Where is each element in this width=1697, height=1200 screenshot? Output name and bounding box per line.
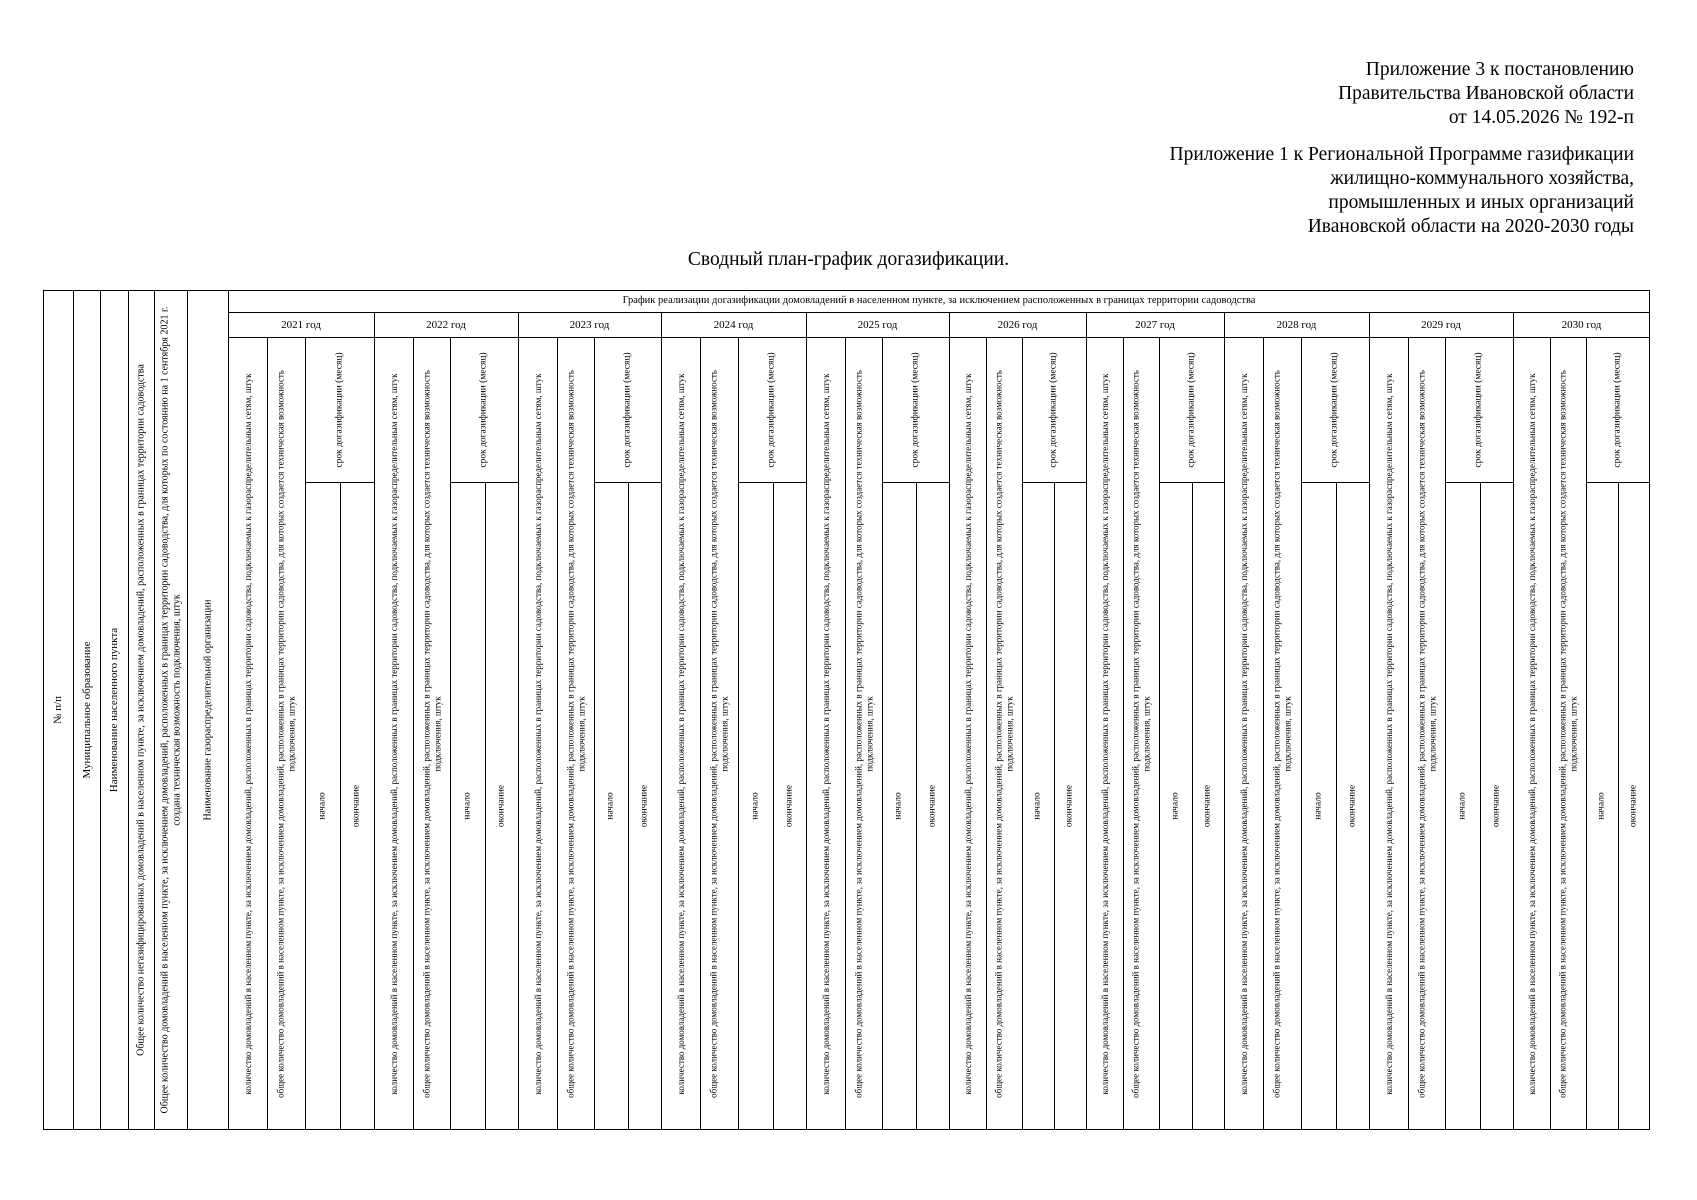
fixed-column-header-label: Муниципальное образование — [80, 641, 93, 779]
year-count-column — [1513, 337, 1550, 1130]
year-end-column — [916, 482, 949, 1130]
year-end-column — [485, 482, 518, 1130]
year-term-column — [1159, 337, 1224, 482]
fixed-column-header-label: Общее количество негазифицированных домовладений в населенном пункте, за исключением домовладений, расположенных в границах территории садоводства — [135, 364, 147, 1056]
year-header — [661, 312, 806, 337]
year-start-column — [594, 482, 628, 1130]
year-total-column — [700, 337, 738, 1130]
year-count-column — [949, 337, 986, 1130]
year-total-column — [1123, 337, 1159, 1130]
year-term-column-label: срок догазификации (месяц) — [1612, 351, 1623, 468]
year-total-column-label: общее количество домовладений в населенном пункте, за исключением домовладений, расположенных в границах территории садоводства, для которых создается техническая возможность подключения, штук — [565, 369, 586, 1098]
year-total-column — [845, 337, 882, 1130]
year-total-column-label: общее количество домовладений в населенном пункте, за исключением домовладений, расположенных в границах территории садоводства, для которых создается техническая возможность подключения, штук — [993, 369, 1014, 1098]
year-start-column-label: начало — [1032, 792, 1043, 820]
year-header — [228, 312, 374, 337]
year-term-column-label: срок догазификации (месяц) — [1473, 351, 1484, 468]
year-end-column — [773, 482, 806, 1130]
year-count-column — [806, 337, 845, 1130]
year-term-column — [882, 337, 949, 482]
year-end-column-label: окончание — [1491, 784, 1501, 828]
year-count-column-label: количество домовладений в населенном пункте, за исключением домовладений, расположенных в границах территории садоводства, подключаемых к газораспределительным сетям, штук — [532, 373, 543, 1095]
year-count-column — [1369, 337, 1408, 1130]
year-count-column-label: количество домовладений в населенном пункте, за исключением домовладений, расположенных в границах территории садоводства, подключаемых к газораспределительным сетям, штук — [242, 373, 253, 1095]
year-total-column — [1408, 337, 1445, 1130]
year-end-column-label: окончание — [351, 784, 362, 828]
year-term-column-label: срок догазификации (месяц) — [1048, 351, 1059, 468]
fixed-column-header — [73, 290, 100, 1130]
year-count-column-label: количество домовладений в населенном пункте, за исключением домовладений, расположенных в границах территории садоводства, подключаемых к газораспределительным сетям, штук — [1383, 373, 1394, 1095]
year-start-column — [1022, 482, 1054, 1130]
year-start-column-label: начало — [462, 792, 472, 820]
fixed-column-header — [154, 290, 187, 1130]
year-term-column — [450, 337, 518, 482]
resolution-line: Приложение 3 к постановлению — [1365, 59, 1634, 80]
fixed-column-header — [187, 290, 228, 1130]
year-total-column-label: общее количество домовладений в населенном пункте, за исключением домовладений, расположенных в границах территории садоводства, для которых создается техническая возможность подключения, штук — [853, 369, 874, 1098]
resolution-line: от 14.05.2026 № 192-п — [1448, 107, 1634, 128]
year-header-label: 2024 год — [713, 318, 754, 331]
year-term-column — [738, 337, 806, 482]
year-start-column — [450, 482, 485, 1130]
year-header — [806, 312, 949, 337]
year-term-column — [1445, 337, 1513, 482]
year-header-label: 2026 год — [997, 318, 1038, 331]
year-term-column — [1586, 337, 1650, 482]
fixed-column-header — [128, 290, 154, 1130]
year-total-column-label: общее количество домовладений в населенном пункте, за исключением домовладений, расположенных в границах территории садоводства, для которых создается техническая возможность подключения, штук — [1130, 369, 1151, 1098]
year-term-column-label: срок догазификации (месяц) — [334, 351, 344, 468]
year-header-label: 2022 год — [426, 318, 466, 331]
year-total-column-label: общее количество домовладений в населенном пункте, за исключением домовладений, расположенных в границах территории садоводства, для которых создается техническая возможность подключения, штук — [1416, 369, 1437, 1098]
year-count-column — [1086, 337, 1123, 1130]
year-header-label: 2027 год — [1135, 318, 1175, 331]
year-end-column-label: окончание — [639, 784, 649, 828]
year-start-column-label: начало — [605, 792, 616, 820]
year-count-column — [1224, 337, 1263, 1130]
appendix-line: жилищно-коммунального хозяйства, — [1330, 168, 1634, 189]
year-start-column — [1159, 482, 1192, 1130]
year-start-column-label: начало — [1596, 792, 1607, 820]
year-total-column-label: общее количество домовладений в населенном пункте, за исключением домовладений, расположенных в границах территории садоводства, для которых создается техническая возможность подключения, штук — [275, 369, 296, 1098]
year-header-label: 2028 год — [1276, 318, 1317, 331]
year-total-column-label: общее количество домовладений в населенном пункте, за исключением домовладений, расположенных в границах территории садоводства, для которых создается техническая возможность подключения, штук — [1271, 369, 1292, 1098]
year-start-column — [305, 482, 340, 1130]
year-end-column — [1336, 482, 1369, 1130]
year-start-column — [1445, 482, 1480, 1130]
year-end-column — [1192, 482, 1224, 1130]
year-end-column — [1480, 482, 1513, 1130]
schedule-header-label: График реализации догазификации домовладений в населенном пункте, за исключением расположенных в границах территории садоводства — [622, 295, 1256, 306]
year-header-label: 2025 год — [857, 318, 898, 331]
year-term-column-label: срок догазификации (месяц) — [766, 351, 777, 468]
year-end-column — [1054, 482, 1086, 1130]
year-start-column-label: начало — [1170, 792, 1180, 820]
year-end-column-label: окончание — [1064, 784, 1075, 828]
year-count-column-label: количество домовладений в населенном пункте, за исключением домовладений, расположенных в границах территории садоводства, подключаемых к газораспределительным сетям, штук — [962, 373, 973, 1095]
fixed-column-header — [43, 290, 73, 1130]
year-term-column-label: срок догазификации (месяц) — [910, 351, 920, 468]
fixed-column-header-label: Наименование населенного пункта — [107, 627, 120, 793]
year-count-column-label: количество домовладений в населенном пункте, за исключением домовладений, расположенных в границах территории садоводства, подключаемых к газораспределительным сетям, штук — [820, 373, 831, 1095]
year-start-column — [738, 482, 773, 1130]
year-term-column-label: срок догазификации (месяц) — [1186, 351, 1196, 468]
year-start-column-label: начало — [317, 792, 327, 820]
year-term-column-label: срок догазификации (месяц) — [622, 351, 632, 468]
year-total-column — [1550, 337, 1586, 1130]
year-total-column-label: общее количество домовладений в населенном пункте, за исключением домовладений, расположенных в границах территории садоводства, для которых создается техническая возможность подключения, штук — [708, 369, 729, 1098]
year-count-column-label: количество домовладений в населенном пункте, за исключением домовладений, расположенных в границах территории садоводства, подключаемых к газораспределительным сетям, штук — [675, 373, 686, 1095]
year-total-column — [413, 337, 450, 1130]
year-header — [518, 312, 661, 337]
year-count-column-label: количество домовладений в населенном пункте, за исключением домовладений, расположенных в границах территории садоводства, подключаемых к газораспределительным сетям, штук — [388, 373, 399, 1095]
year-term-column-label: срок догазификации (месяц) — [478, 351, 489, 468]
year-term-column — [1022, 337, 1086, 482]
year-total-column-label: общее количество домовладений в населенном пункте, за исключением домовладений, расположенных в границах территории садоводства, для которых создается техническая возможность подключения, штук — [1557, 369, 1578, 1098]
fixed-column-header-label: Общее количество домовладений в населенном пункте, за исключением домовладений, расположенных в границах территории садоводства, для которых по состоянию на 1 сентября 2021 г. создана техническая возможность подключения, штук — [159, 306, 182, 1114]
schedule-table — [43, 290, 1650, 1130]
year-start-column — [882, 482, 916, 1130]
year-end-column — [628, 482, 661, 1130]
fixed-column-header-label: № п/п — [51, 695, 64, 725]
year-header — [1086, 312, 1224, 337]
appendix-line: промышленных и иных организаций — [1328, 192, 1634, 213]
year-end-column — [1618, 482, 1650, 1130]
year-count-column — [661, 337, 700, 1130]
appendix-line: Приложение 1 к Региональной Программе газификации — [1169, 144, 1634, 165]
schedule-header — [228, 290, 1650, 312]
year-count-column — [228, 337, 267, 1130]
year-count-column-label: количество домовладений в населенном пункте, за исключением домовладений, расположенных в границах территории садоводства, подключаемых к газораспределительным сетям, штук — [1238, 373, 1249, 1095]
year-end-column-label: окончание — [927, 784, 937, 828]
year-header — [374, 312, 518, 337]
year-header-label: 2029 год — [1421, 318, 1461, 331]
year-header — [1224, 312, 1369, 337]
year-count-column — [518, 337, 557, 1130]
year-start-column — [1301, 482, 1336, 1130]
year-total-column — [267, 337, 305, 1130]
resolution-line: Правительства Ивановской области — [1338, 83, 1634, 104]
year-end-column-label: окончание — [784, 784, 794, 828]
year-term-column — [594, 337, 661, 482]
year-count-column-label: количество домовладений в населенном пункте, за исключением домовладений, расположенных в границах территории садоводства, подключаемых к газораспределительным сетям, штук — [1526, 373, 1537, 1095]
year-end-column-label: окончание — [1628, 784, 1639, 828]
year-start-column-label: начало — [1313, 792, 1323, 820]
document-title: Сводный план-график догазификации. — [687, 249, 1010, 270]
year-start-column-label: начало — [893, 792, 904, 820]
year-total-column — [1263, 337, 1301, 1130]
appendix-line: Ивановской области на 2020-2030 годы — [1307, 216, 1634, 237]
year-term-column-label: срок догазификации (месяц) — [1329, 351, 1340, 468]
year-count-column — [374, 337, 413, 1130]
year-end-column-label: окончание — [1202, 784, 1213, 828]
program-appendix-reference — [1169, 143, 1634, 239]
year-total-column — [986, 337, 1022, 1130]
year-header — [1513, 312, 1650, 337]
year-header-label: 2021 год — [281, 318, 321, 331]
year-start-column-label: начало — [1457, 792, 1467, 820]
year-term-column — [1301, 337, 1369, 482]
year-count-column-label: количество домовладений в населенном пункте, за исключением домовладений, расположенных в границах территории садоводства, подключаемых к газораспределительным сетям, штук — [1099, 373, 1110, 1095]
year-end-column-label: окончание — [496, 784, 506, 828]
year-header — [1369, 312, 1513, 337]
resolution-reference — [1338, 58, 1634, 130]
year-header — [949, 312, 1086, 337]
year-header-label: 2023 год — [569, 318, 610, 331]
year-term-column — [305, 337, 374, 482]
year-end-column-label: окончание — [1347, 784, 1357, 828]
year-end-column — [340, 482, 374, 1130]
year-start-column — [1586, 482, 1618, 1130]
year-header-label: 2030 год — [1561, 318, 1602, 331]
fixed-column-header-label: Наименование газораспределительной организации — [201, 599, 213, 821]
year-total-column-label: общее количество домовладений в населенном пункте, за исключением домовладений, расположенных в границах территории садоводства, для которых создается техническая возможность подключения, штук — [421, 369, 442, 1098]
fixed-column-header — [100, 290, 128, 1130]
year-total-column — [557, 337, 594, 1130]
year-start-column-label: начало — [750, 792, 760, 820]
